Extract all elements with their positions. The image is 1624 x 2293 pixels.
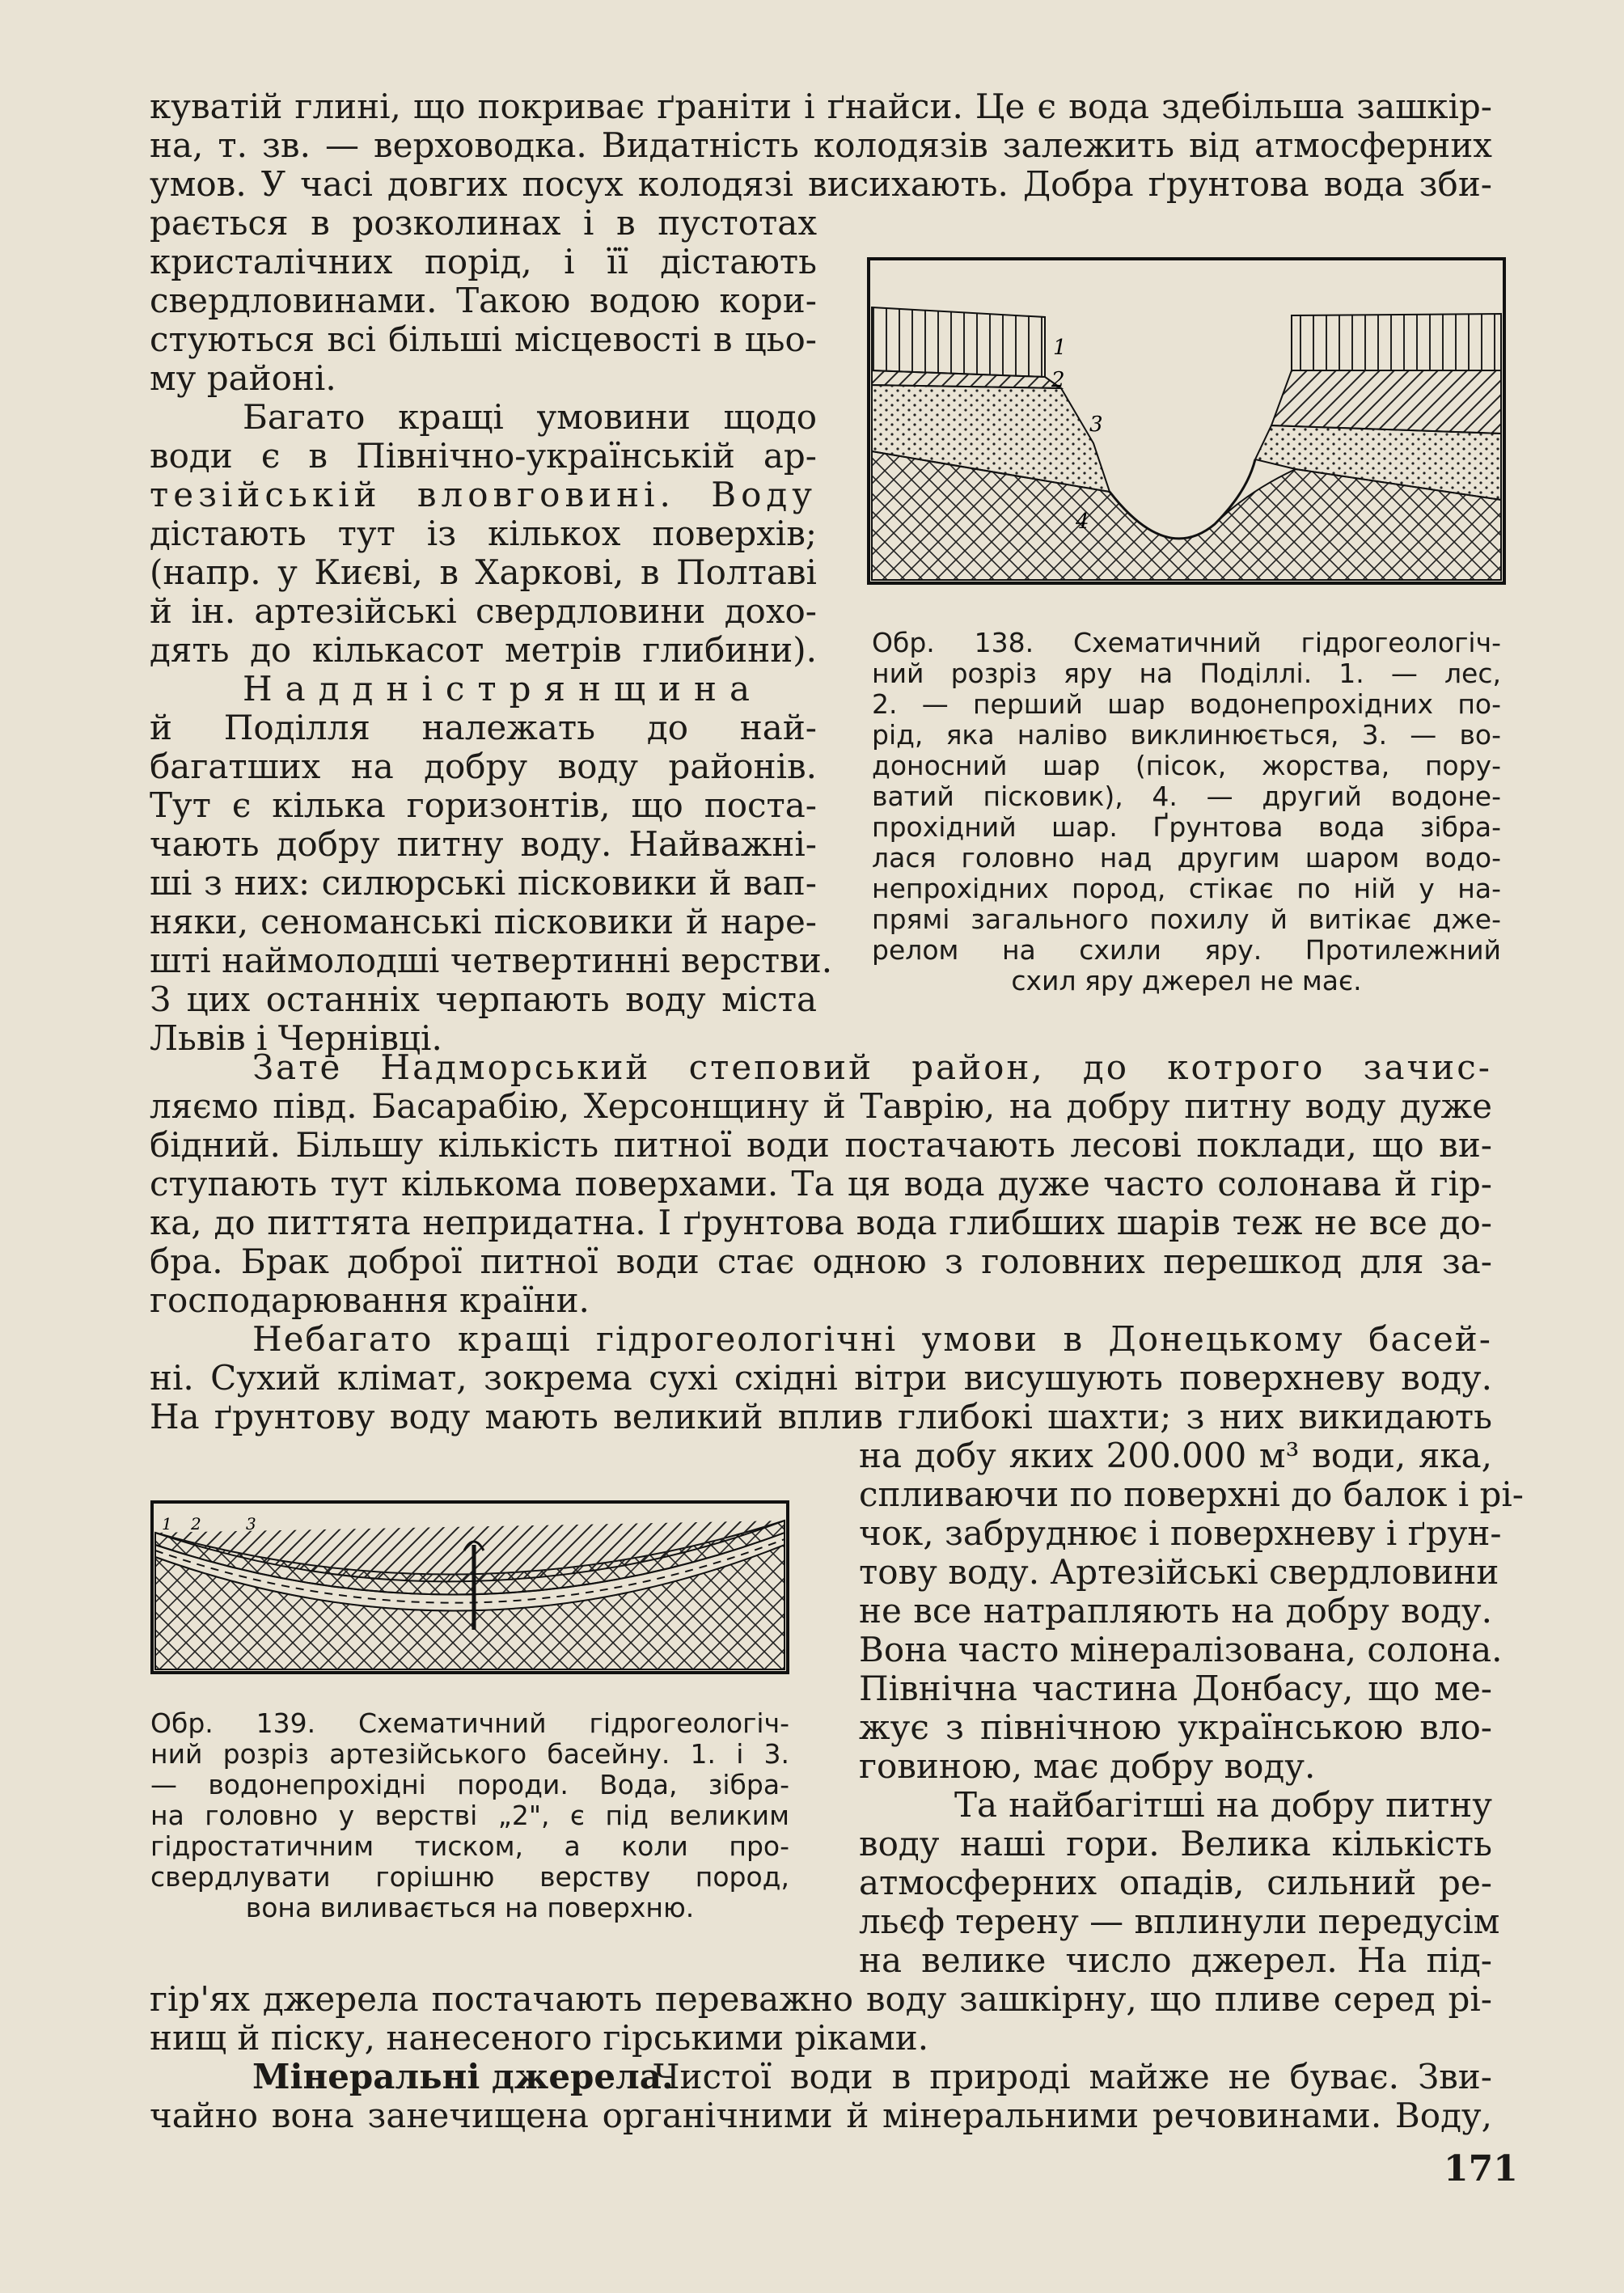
caption-line: рід, яка наліво виклинюється, 3. — во- [872, 719, 1501, 751]
caption-line: схил яру джерел не має. [1011, 965, 1362, 996]
text-line: не все натрапляють на добру воду. [859, 1591, 1492, 1631]
text-line: господарювання країни. [150, 1280, 590, 1320]
text-line: умов. У часі довгих посух колодязі висихають. Добра ґрунтова вода зби- [150, 164, 1492, 204]
text-line: Північна частина Донбасу, що ме- [859, 1669, 1492, 1708]
text-line: ка, до питтята непридатна. І ґрунтова вода глибших шарів теж не все до- [150, 1203, 1492, 1242]
caption-line: гідростатичним тиском, а коли про- [150, 1830, 789, 1862]
text-line: На ґрунтову воду мають великий вплив глибокі шахти; з них викидають [150, 1397, 1492, 1436]
text-line: багатших на добру воду районів. [150, 747, 817, 786]
caption-line: ний розріз яру на Поділлі. 1. — лес, [872, 658, 1501, 689]
fig138-label-3: 3 [1089, 412, 1103, 437]
caption-line: доносний шар (пісок, жорства, пору- [872, 750, 1501, 781]
text-line: тезійській вловговині. Воду [150, 475, 817, 514]
caption-line: прохідний шар. Ґрунтова вода зібра- [872, 811, 1501, 843]
text-line: Чистої води в природі майже не буває. Зви- [653, 2057, 1492, 2096]
caption-line: прямі загального похилу й витікає дже- [872, 903, 1501, 935]
text-line: куватій глині, що покриває ґраніти і ґнайси. Це є вода здебільша зашкір- [150, 87, 1492, 126]
caption-line: — водонепрохідні породи. Вода, зібра- [150, 1769, 789, 1800]
text-line: жує з північною українською вло- [859, 1707, 1492, 1747]
section-heading: Мінеральні джерела. [252, 2057, 674, 2096]
fig139-label-2: 2 [191, 1514, 201, 1534]
caption-line: Обр. 139. Схематичний гідрогеологіч- [150, 1707, 789, 1739]
caption-line: вона виливається на поверхню. [245, 1892, 695, 1923]
fig138-label-4: 4 [1076, 510, 1089, 534]
text-line: атмосферних опадів, сильний ре- [859, 1863, 1492, 1902]
text-line: на добу яких 200.000 м³ води, яка, [859, 1436, 1492, 1475]
figure-139 [150, 1500, 789, 1674]
text-line: Багато кращі умовини щодо [243, 397, 817, 437]
text-line: гір'ях джерела постачають переважно воду зашкірну, що пливе серед рі- [150, 1979, 1492, 2019]
text-line: Та найбагітші на добру питну [954, 1785, 1492, 1825]
text-line: льєф терену — вплинули передусім [859, 1902, 1500, 1941]
text-line: бідний. Більшу кількість питної води постачають лесові поклади, що ви- [150, 1125, 1492, 1165]
text-line: води є в Північно-українській ар- [150, 436, 817, 476]
text-line: ні. Сухий клімат, зокрема сухі східні вітри висушують поверхневу воду. [150, 1358, 1492, 1398]
text-line: бра. Брак доброї питної води стає одною з головних перешкод для за- [150, 1242, 1492, 1281]
text-line: спливаючи по поверхні до балок і рі- [859, 1474, 1524, 1514]
figure-139-cross-section [150, 1500, 789, 1674]
text-line: шті наймолодші четвертинні верстви. [150, 941, 833, 980]
text-line: воду наші гори. Велика кількість [859, 1824, 1492, 1864]
caption-line: Обр. 138. Схематичний гідрогеологіч- [872, 627, 1501, 658]
caption-line: ватий пісковик), 4. — другий водоне- [872, 781, 1501, 812]
text-line: й Поділля належать до най- [150, 708, 817, 747]
text-line: ступають тут кількома поверхами. Та ця вода дуже часто солонава й гір- [150, 1164, 1492, 1204]
text-line: стуються всі більші місцевості в цьо- [150, 319, 817, 359]
caption-line: на головно у верстві „2", є під великим [150, 1800, 789, 1831]
caption-line: непрохідних пород, стікає по ній у на- [872, 873, 1501, 904]
text-line: на велике число джерел. На під- [859, 1940, 1492, 1980]
text-line: Зате Надморський степовий район, до котрого зачис- [252, 1047, 1492, 1087]
fig138-label-2: 2 [1051, 368, 1065, 392]
text-line: на, т. зв. — верховодка. Видатність колодязів залежить від атмосферних [150, 125, 1492, 165]
text-line: чайно вона занечищена органічними й мінеральними речовинами. Воду, [150, 2096, 1492, 2135]
caption-line: лася головно над другим шаром водо- [872, 842, 1501, 874]
text-line: му районі. [150, 358, 336, 398]
text-line: кристалічних порід, і її дістають [150, 242, 817, 281]
text-line: рається в розколинах і в пустотах [150, 203, 817, 243]
text-line: З цих останніх черпають воду міста [150, 979, 817, 1019]
fig138-label-1: 1 [1053, 336, 1067, 360]
text-line: чок, забруднює і поверхневу і ґрун- [859, 1513, 1502, 1553]
fig139-label-1: 1 [162, 1514, 172, 1534]
text-line: свердловинами. Такою водою кори- [150, 281, 817, 320]
text-line: дістають тут із кількох поверхів; [150, 514, 817, 553]
text-line: ляємо півд. Басарабію, Херсонщину й Таврію, на добру питну воду дуже [150, 1086, 1492, 1126]
text-line: няки, сеноманські пісковики й наре- [150, 902, 817, 941]
text-line: говиною, має добру воду. [859, 1746, 1316, 1786]
text-line: й ін. артезійські свердловини дохо- [150, 591, 817, 631]
text-line: дять до кількасот метрів глибини). [150, 630, 817, 670]
text-line: Небагато кращі гідрогеологічні умови в Донецькому басей- [252, 1319, 1492, 1359]
text-line: (напр. у Києві, в Харкові, в Полтаві [150, 552, 817, 592]
text-line: чають добру питну воду. Найважні- [150, 824, 817, 864]
fig139-label-3: 3 [246, 1514, 256, 1534]
figure-138 [867, 257, 1506, 585]
text-line: тову воду. Артезійські свердловини [859, 1552, 1499, 1592]
text-line: нищ й піску, нанесеного гірськими ріками. [150, 2018, 929, 2058]
text-line: Тут є кілька горизонтів, що поста- [150, 785, 817, 825]
text-line: Львів і Чернівці. [150, 1018, 442, 1058]
page-number: 171 [1444, 2148, 1518, 2189]
caption-line: 2. — перший шар водонепрохідних по- [872, 688, 1501, 720]
text-line: Вона часто мінералізована, солона. [859, 1630, 1503, 1669]
caption-line: ний розріз артезійського басейну. 1. і 3. [150, 1738, 789, 1770]
figure-138-cross-section [867, 257, 1506, 585]
text-line: Наддністрянщина [243, 669, 763, 709]
text-line: ші з них: силюрські пісковики й вап- [150, 863, 817, 903]
caption-line: релом на схили яру. Протилежний [872, 934, 1501, 966]
caption-line: свердлувати горішню верству пород, [150, 1861, 789, 1893]
